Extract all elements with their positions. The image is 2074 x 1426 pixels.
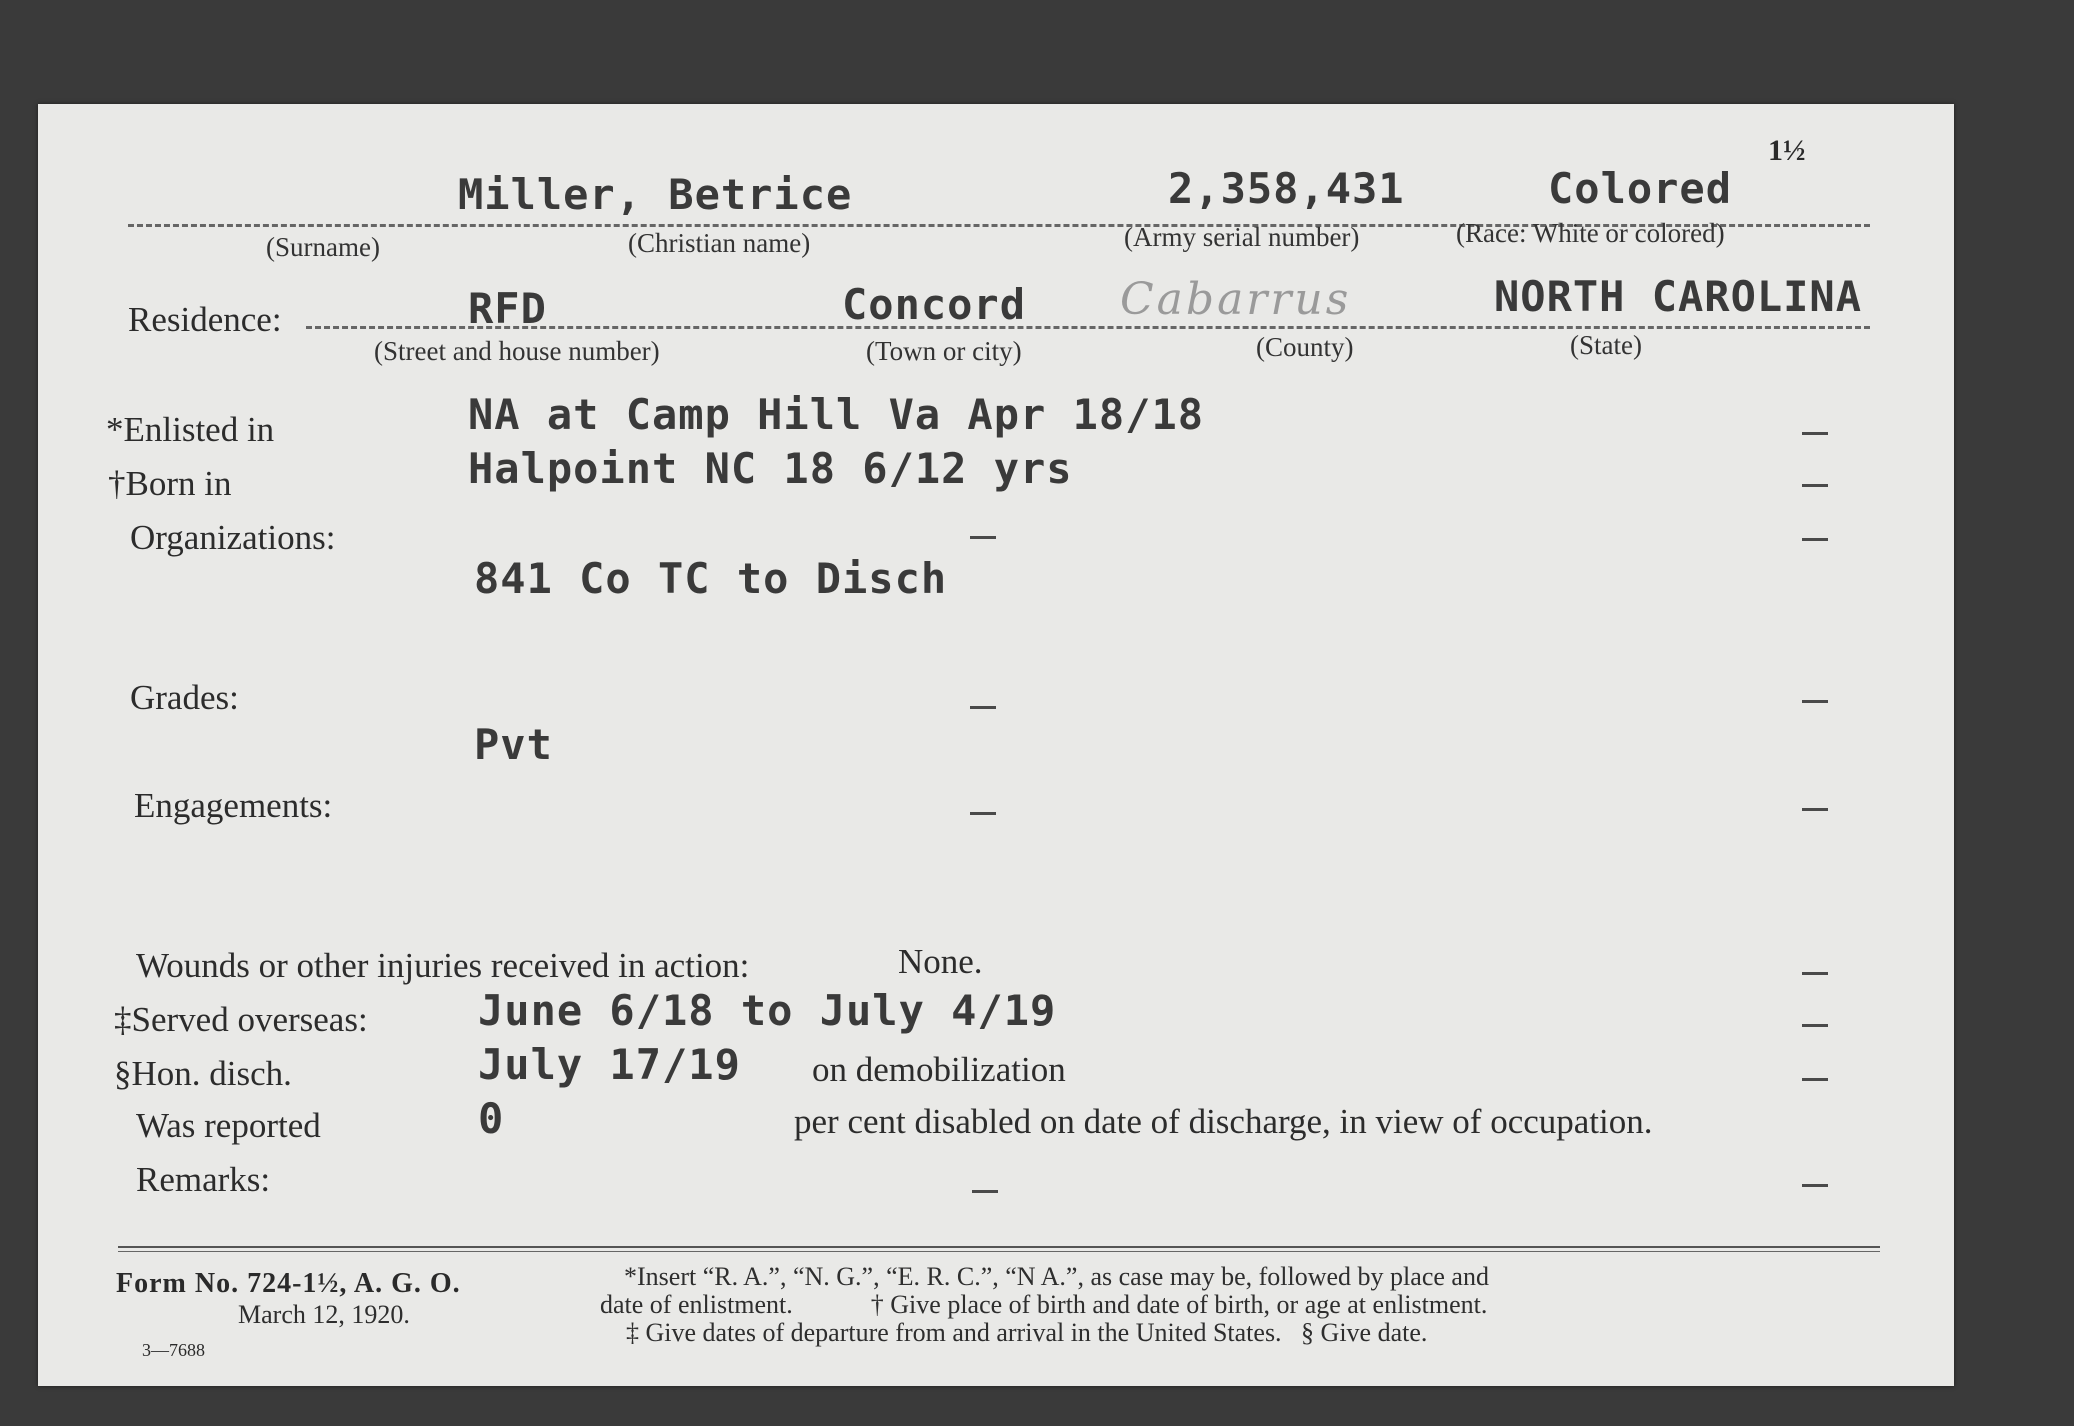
remarks-dash: [1802, 1184, 1828, 1187]
hon-disch-suffix: on demobilization: [812, 1050, 1066, 1089]
overseas-dash: [1802, 1024, 1828, 1027]
print-code: 3—7688: [142, 1340, 205, 1360]
enlisted-label: *Enlisted in: [106, 410, 275, 449]
reported-suffix: per cent disabled on date of discharge, in view of occupation.: [794, 1102, 1653, 1141]
grades-dash: [1802, 700, 1828, 703]
wounds-label: Wounds or other injuries received in action:: [136, 946, 750, 985]
enlisted-dash: [1802, 432, 1828, 435]
engagements-mid-dash: [970, 812, 996, 815]
grades-label: Grades:: [130, 678, 239, 717]
race-value: Colored: [1548, 164, 1733, 213]
hon-disch-label: §Hon. disch.: [114, 1054, 292, 1093]
organizations-label: Organizations:: [130, 518, 336, 557]
overseas-label: ‡Served overseas:: [114, 1000, 368, 1039]
remarks-label: Remarks:: [136, 1160, 271, 1199]
hon-disch-value: July 17/19: [478, 1040, 741, 1089]
form-date: March 12, 1920.: [238, 1300, 410, 1329]
born-label: †Born in: [108, 464, 232, 503]
grades-mid-dash: [970, 706, 996, 709]
service-record-card: [38, 104, 1954, 1386]
town-caption: (Town or city): [866, 336, 1022, 366]
corner-mark: 1½: [1768, 134, 1806, 167]
born-dash: [1802, 484, 1828, 487]
remarks-mid-dash: [972, 1190, 998, 1193]
state-value: NORTH CAROLINA: [1494, 272, 1863, 321]
footnote-line-1: *Insert “R. A.”, “N. G.”, “E. R. C.”, “N A.”, as case may be, followed by place and: [624, 1262, 1489, 1291]
enlisted-value: NA at Camp Hill Va Apr 18/18: [468, 390, 1205, 439]
name-value: Miller, Betrice: [458, 170, 853, 219]
engagements-label: Engagements:: [134, 786, 333, 825]
street-caption: (Street and house number): [374, 336, 660, 366]
street-value: RFD: [468, 284, 547, 333]
footnote-line-2: date of enlistment. † Give place of birth and date of birth, or age at enlistment.: [600, 1290, 1488, 1319]
footer-rule: [118, 1246, 1880, 1252]
engagements-dash: [1802, 808, 1828, 811]
footnote-line-3: ‡ Give dates of departure from and arrival in the United States. § Give date.: [626, 1318, 1428, 1347]
christian-name-caption: (Christian name): [628, 228, 811, 258]
county-handwritten: Cabarrus: [1120, 274, 1352, 325]
race-caption: (Race: White or colored): [1456, 218, 1725, 248]
organizations-value: 841 Co TC to Disch: [474, 554, 948, 603]
overseas-value: June 6/18 to July 4/19: [478, 986, 1057, 1035]
hon-disch-dash: [1802, 1078, 1828, 1081]
reported-label: Was reported: [136, 1106, 321, 1145]
serial-caption: (Army serial number): [1124, 222, 1360, 252]
born-value: Halpoint NC 18 6/12 yrs: [468, 444, 1073, 493]
wounds-value: None.: [898, 942, 983, 981]
organizations-mid-dash: [970, 536, 996, 539]
state-caption: (State): [1570, 330, 1642, 360]
form-number: Form No. 724-1½, A. G. O.: [116, 1268, 461, 1299]
grades-value: Pvt: [474, 720, 553, 769]
residence-label: Residence:: [128, 300, 282, 339]
surname-caption: (Surname): [266, 232, 380, 262]
serial-number-value: 2,358,431: [1168, 164, 1405, 213]
town-value: Concord: [842, 280, 1027, 329]
wounds-dash: [1802, 972, 1828, 975]
reported-value: 0: [478, 1094, 505, 1143]
county-caption: (County): [1256, 332, 1354, 362]
organizations-dash: [1802, 538, 1828, 541]
